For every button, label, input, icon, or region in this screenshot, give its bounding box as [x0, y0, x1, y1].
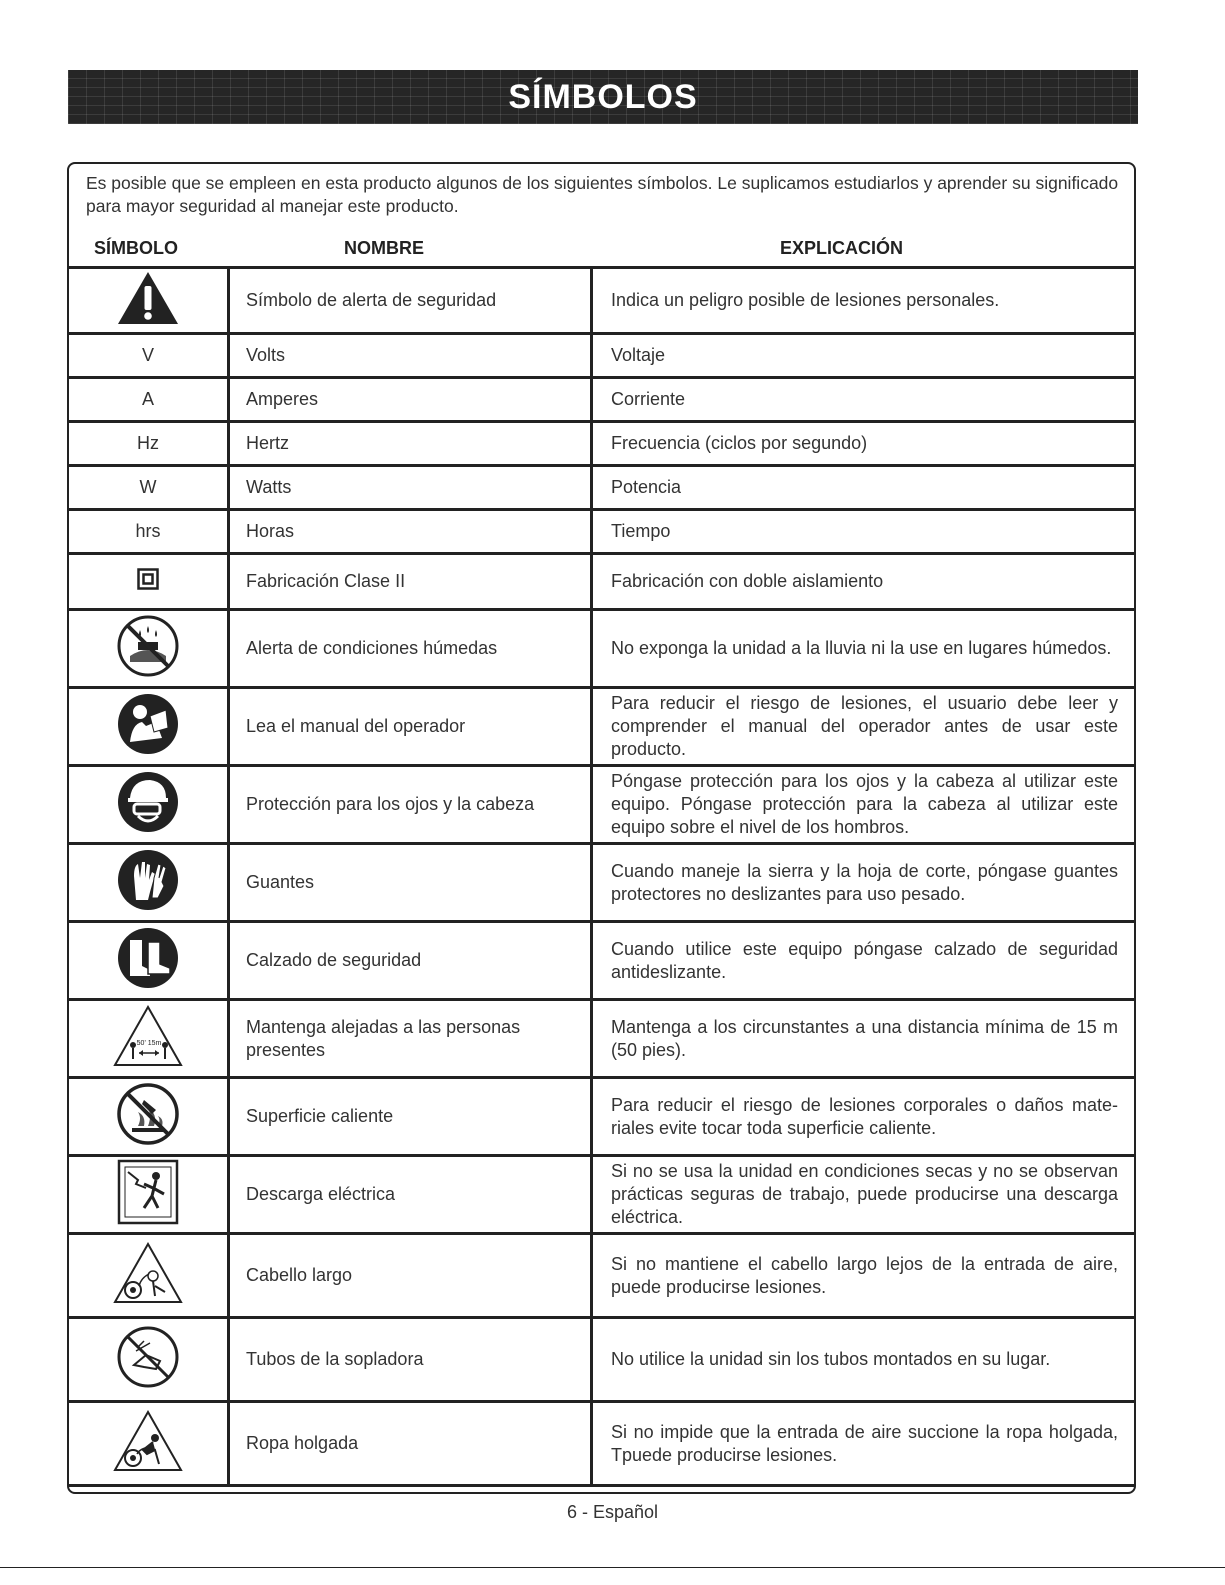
table-row — [69, 922, 1134, 1000]
name-cell: Protección para los ojos y la cabeza — [229, 766, 592, 844]
explanation-cell: Cuando utilice este equipo póngase calzado de seguridad antideslizante. — [592, 922, 1135, 1000]
name-cell: Horas — [229, 510, 592, 554]
symbol-text: A — [141, 389, 154, 409]
symbol-cell — [69, 1234, 229, 1318]
symbol-text: Hz — [137, 433, 159, 453]
explanation-cell: Voltaje — [592, 334, 1135, 378]
long-hair-icon — [113, 1242, 183, 1310]
intro-text: Es posible que se empleen en esta producto algunos de los siguientes símbolos. Le suplicamos estudiarlos y aprender su significado para mayor seguridad al manejar este producto. — [86, 173, 1119, 216]
symbol-cell — [69, 422, 229, 466]
hot-surface-icon — [116, 1082, 180, 1152]
read-manual-icon — [116, 692, 180, 762]
symbol-cell — [69, 1156, 229, 1234]
symbol-text: V — [141, 345, 154, 365]
page-title: SÍMBOLOS — [508, 77, 698, 116]
table-row — [69, 1000, 1134, 1078]
name-cell: Fabricación Clase II — [229, 554, 592, 610]
name-cell: Tubos de la sopladora — [229, 1318, 592, 1402]
name-cell: Guantes — [229, 844, 592, 922]
header-symbol: SÍMBOLO — [94, 238, 178, 258]
explanation-cell: Si no se usa la unidad en condiciones secas y no se observan prácticas seguras de trabajo, puede producirse una descarga eléctrica. — [592, 1156, 1135, 1234]
page-footer: 6 - Español — [566, 1502, 659, 1522]
explanation-cell: Mantenga a los circunstantes a una distancia mínima de 15 m (50 pies). — [592, 1000, 1135, 1078]
symbol-cell — [69, 844, 229, 922]
explanation-cell: Si no mantiene el cabello largo lejos de la entrada de aire, puede producirse lesiones. — [592, 1234, 1135, 1318]
table-row — [69, 688, 1134, 766]
safety-alert-icon — [116, 270, 180, 332]
name-cell: Ropa holgada — [229, 1402, 592, 1486]
symbol-text: hrs — [135, 521, 161, 541]
table-row — [69, 378, 1134, 422]
symbol-cell — [69, 334, 229, 378]
symbol-cell — [69, 766, 229, 844]
table-row — [69, 1318, 1134, 1402]
name-cell: Lea el manual del operador — [229, 688, 592, 766]
explanation-cell: No exponga la unidad a la lluvia ni la use en lugares húmedos. — [592, 610, 1135, 688]
table-row — [69, 1156, 1134, 1234]
explanation-cell: Para reducir el riesgo de lesiones corporales o daños mate-riales evite tocar toda superficie caliente. — [592, 1078, 1135, 1156]
eye-head-protection-icon — [116, 770, 180, 840]
explanation-cell: Para reducir el riesgo de lesiones, el usuario debe leer y comprender el manual del operador antes de usar este producto. — [592, 688, 1135, 766]
name-cell: Alerta de condiciones húmedas — [229, 610, 592, 688]
keep-bystanders-away-icon — [113, 1005, 183, 1073]
explanation-cell: Fabricación con doble aislamiento — [592, 554, 1135, 610]
loose-clothing-icon — [113, 1410, 183, 1478]
wet-conditions-icon — [116, 614, 180, 684]
table-row — [69, 766, 1134, 844]
explanation-cell: Cuando maneje la sierra y la hoja de corte, póngase guantes protectores no deslizantes para uso pesado. — [592, 844, 1135, 922]
distance-label: 50' 15m — [136, 1039, 162, 1047]
gloves-icon — [116, 848, 180, 918]
symbol-cell — [69, 1000, 229, 1078]
table-row — [69, 1078, 1134, 1156]
name-cell: Calzado de seguridad — [229, 922, 592, 1000]
explanation-cell: Si no impide que la entrada de aire succione la ropa holgada, Tpuede producirse lesiones. — [592, 1402, 1135, 1486]
explanation-cell: Frecuencia (ciclos por segundo) — [592, 422, 1135, 466]
table-row — [69, 610, 1134, 688]
symbol-text: W — [139, 477, 157, 497]
symbols-table — [69, 266, 1134, 1487]
name-cell: Hertz — [229, 422, 592, 466]
symbol-cell — [69, 1318, 229, 1402]
name-cell: Amperes — [229, 378, 592, 422]
symbol-cell — [69, 554, 229, 610]
name-cell: Watts — [229, 466, 592, 510]
symbol-cell — [69, 510, 229, 554]
title-banner — [68, 70, 1138, 124]
table-row — [69, 268, 1134, 334]
table-row — [69, 466, 1134, 510]
table-row — [69, 844, 1134, 922]
name-cell: Mantenga alejadas a las personas presentes — [229, 1000, 592, 1078]
table-row — [69, 422, 1134, 466]
name-cell: Símbolo de alerta de seguridad — [229, 268, 592, 334]
name-cell: Cabello largo — [229, 1234, 592, 1318]
name-cell: Volts — [229, 334, 592, 378]
symbol-cell — [69, 466, 229, 510]
symbol-cell — [69, 268, 229, 334]
header-name: NOMBRE — [344, 238, 424, 258]
table-row — [69, 510, 1134, 554]
explanation-cell: Corriente — [592, 378, 1135, 422]
bottom-rule — [0, 1567, 1225, 1568]
explanation-cell: Potencia — [592, 466, 1135, 510]
explanation-cell: Póngase protección para los ojos y la cabeza al utilizar este equipo. Póngase protección para la cabeza al utilizar este equipo sobre el nivel de los hombros. — [592, 766, 1135, 844]
header-explanation: EXPLICACIÓN — [780, 238, 904, 258]
table-row — [69, 1402, 1134, 1486]
safety-footwear-icon — [116, 926, 180, 996]
symbol-cell — [69, 922, 229, 1000]
double-insulation-icon — [137, 568, 159, 596]
table-row — [69, 554, 1134, 610]
electric-shock-icon — [116, 1158, 180, 1232]
name-cell: Superficie caliente — [229, 1078, 592, 1156]
explanation-cell: Indica un peligro posible de lesiones personales. — [592, 268, 1135, 334]
symbol-cell — [69, 610, 229, 688]
symbol-cell — [69, 1402, 229, 1486]
blower-tubes-icon — [116, 1325, 180, 1395]
table-row — [69, 334, 1134, 378]
table-row — [69, 1234, 1134, 1318]
symbol-cell — [69, 1078, 229, 1156]
explanation-cell: Tiempo — [592, 510, 1135, 554]
explanation-cell: No utilice la unidad sin los tubos montados en su lugar. — [592, 1318, 1135, 1402]
symbol-cell — [69, 378, 229, 422]
symbol-cell — [69, 688, 229, 766]
name-cell: Descarga eléctrica — [229, 1156, 592, 1234]
